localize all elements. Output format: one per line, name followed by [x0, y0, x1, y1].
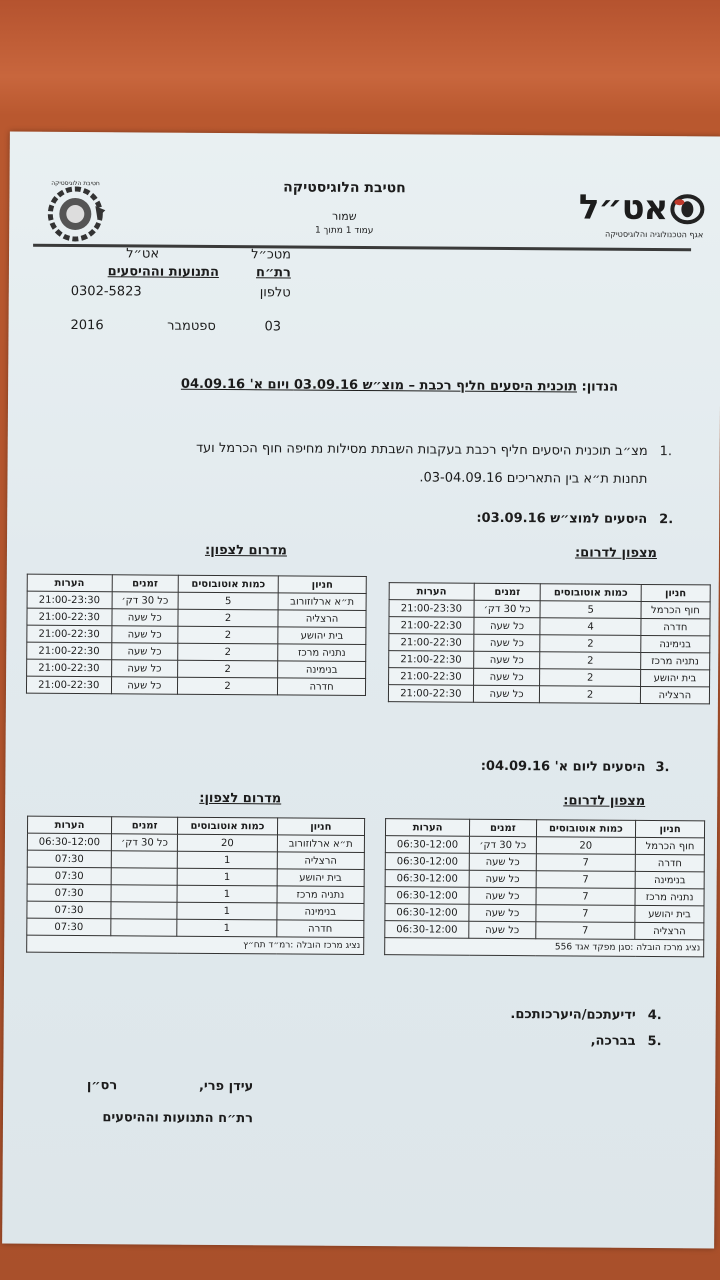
cell-station: חדרה — [278, 678, 366, 696]
cell-buses: 7 — [536, 871, 636, 889]
item1-number: 1. — [659, 444, 673, 460]
cell-notes: 21:00-22:30 — [27, 659, 112, 677]
cell-notes: 06:30-12:00 — [385, 836, 469, 854]
cell-station: חדרה — [276, 920, 363, 938]
signature-rank: רס״ן — [86, 1078, 118, 1094]
cell-times: כל שעה — [111, 660, 178, 677]
table-row — [26, 676, 365, 695]
classification-label: שמור — [332, 209, 357, 223]
cell-times — [111, 885, 177, 902]
table-note: נציג מרכז הובלה :סגן מפקד אגד 556 — [385, 938, 704, 957]
header-notes: הערות — [27, 816, 111, 834]
item4-number: 4. — [647, 1008, 662, 1024]
header-times: זמנים — [112, 817, 178, 834]
cell-station: בית יהושע — [278, 627, 366, 645]
sun-south-table — [384, 818, 705, 957]
cell-buses: 2 — [540, 652, 640, 670]
table-row — [385, 870, 704, 889]
cell-times — [111, 868, 177, 885]
table-row — [385, 887, 704, 906]
cell-notes: 21:00-22:30 — [389, 634, 474, 652]
cell-times: כל שעה — [111, 609, 178, 626]
cell-buses: 2 — [540, 686, 640, 704]
cell-station: בנימינה — [278, 661, 366, 679]
header-times: זמנים — [112, 575, 179, 592]
cell-notes: 06:30-12:00 — [385, 853, 469, 871]
cell-times: כל שעה — [474, 617, 541, 634]
cell-station: נתניה מרכז — [277, 886, 364, 904]
cell-buses: 4 — [540, 618, 640, 636]
cell-notes: 21:00-22:30 — [27, 642, 112, 660]
header-buses: כמות אוטובוסים — [536, 820, 636, 838]
cell-buses: 7 — [536, 888, 636, 906]
cell-buses: 1 — [177, 851, 277, 869]
cell-times: כל שעה — [473, 685, 540, 702]
sun-south-title: מצפון לדרום: — [563, 793, 646, 809]
from-label: מטכ״ל — [251, 247, 292, 263]
cell-times: כל שעה — [111, 643, 178, 660]
cell-notes: 21:00-22:30 — [27, 608, 112, 626]
cell-notes: 21:00-22:30 — [26, 676, 111, 694]
cell-station: חדרה — [635, 854, 704, 871]
cell-times: כל שעה — [473, 651, 540, 668]
sun-north-title: מדרום לצפון: — [199, 790, 282, 807]
cell-buses: 2 — [540, 669, 640, 687]
sat-south-title: מצפון לדרום: — [574, 545, 658, 562]
phone-label: טלפון — [259, 285, 291, 301]
logistics-division-emblem-icon — [39, 176, 112, 249]
subject-label: הנדון: — [581, 379, 619, 395]
header-buses: כמות אוטובוסים — [178, 817, 278, 835]
item5-number: 5. — [647, 1034, 662, 1050]
header-station: חניון — [277, 818, 364, 836]
cell-notes: 06:30-12:00 — [385, 921, 469, 939]
table-note-row — [27, 935, 364, 954]
cell-station: הרצליה — [635, 922, 704, 939]
cell-times: כל שעה — [473, 668, 540, 685]
cell-station: בנימינה — [635, 871, 704, 888]
date-year: 2016 — [70, 317, 104, 334]
date-day: 03 — [264, 319, 282, 335]
cell-times: כל שעה — [111, 677, 178, 694]
dept-value: התנועות וההיסעים — [107, 264, 219, 280]
cell-station: נתניה מרכז — [635, 888, 704, 905]
cell-notes: 21:00-22:30 — [389, 668, 474, 686]
cell-times: כל שעה — [469, 870, 535, 887]
svg-text:חטיבת הלוגיסטיקה: חטיבת הלוגיסטיקה — [51, 179, 100, 188]
sun-north-table — [26, 816, 365, 955]
cell-notes: 07:30 — [27, 901, 111, 919]
signature-name: עידן פרי, — [198, 1078, 254, 1095]
cell-buses: 20 — [536, 837, 636, 855]
header-buses: כמות אוטובוסים — [541, 584, 641, 602]
cell-buses: 5 — [178, 592, 278, 610]
cell-buses: 2 — [178, 609, 278, 627]
sat-north-title: מדרום לצפון: — [204, 542, 288, 559]
cell-station: ת״א ארלוזורוב — [278, 593, 366, 611]
header-notes: הערות — [385, 819, 469, 837]
table-row — [385, 853, 704, 872]
phone-value: 0302-5823 — [70, 283, 142, 300]
cell-notes: 21:00-22:30 — [389, 651, 474, 669]
cell-station: חדרה — [641, 618, 710, 635]
cell-buses: 1 — [177, 885, 277, 903]
atal-logo — [555, 187, 705, 248]
item1-line2: תחנות ת״א בין התאריכים 03-04.09.16. — [419, 470, 648, 487]
cell-station: חוף הכרמל — [641, 601, 710, 618]
cell-station: ת״א ארלוזורוב — [277, 835, 364, 853]
header-buses: כמות אוטובוסים — [178, 575, 278, 593]
cell-times: כל שעה — [469, 921, 535, 938]
cell-times — [111, 919, 177, 936]
cell-times: כל שעה — [469, 887, 535, 904]
cell-buses: 2 — [178, 677, 278, 695]
item5-text: בברכה, — [590, 1033, 636, 1049]
cell-buses: 1 — [177, 868, 277, 886]
table-note-row — [385, 938, 704, 957]
cell-times: כל 30 דק׳ — [470, 836, 536, 853]
table-note: נציג מרכז הובלה :רמ״ד תח״ץ — [27, 935, 364, 954]
cell-buses: 7 — [535, 905, 635, 923]
cell-notes: 07:30 — [27, 850, 111, 868]
header-times: זמנים — [470, 819, 536, 836]
atal-logo-subtitle: אגף הטכנולוגיה והלוגיסטיקה — [604, 229, 704, 240]
cell-notes: 06:30-12:00 — [385, 870, 469, 888]
header-station: חניון — [641, 584, 710, 601]
table-header-row — [385, 819, 704, 838]
header-notes: הערות — [389, 583, 474, 601]
item3-number: 3. — [655, 760, 670, 776]
cell-times — [111, 902, 177, 919]
subject-line — [138, 376, 618, 394]
cell-station: בית יהושע — [635, 905, 704, 922]
subject-text: תוכנית היסעים חליף רכבת – מוצ״ש 03.09.16 ויום א' 04.09.16 — [180, 376, 578, 395]
header-station: חניון — [278, 576, 366, 594]
table-row — [388, 685, 709, 704]
cell-times: כל שעה — [474, 634, 541, 651]
cell-buses: 1 — [177, 919, 277, 937]
cell-station: הרצליה — [277, 852, 364, 870]
item2-number: 2. — [659, 512, 674, 528]
item2-title: היסעים למוצ״ש 03.09.16: — [476, 510, 648, 527]
page-info: עמוד 1 מתוך 1 — [314, 225, 374, 237]
cell-station: הרצליה — [278, 610, 366, 628]
org-title: חטיבת הלוגיסטיקה — [283, 179, 406, 197]
table-row — [385, 836, 704, 855]
cell-times: כל 30 דק׳ — [474, 600, 541, 617]
cell-station: בית יהושע — [640, 669, 709, 686]
header-notes: הערות — [27, 574, 112, 592]
cell-buses: 2 — [540, 635, 640, 653]
cell-buses: 5 — [540, 601, 640, 619]
cell-notes: 21:00-22:30 — [27, 625, 112, 643]
cell-notes: 21:00-23:30 — [27, 591, 112, 609]
cell-buses: 2 — [178, 626, 278, 644]
cell-station: הרצליה — [640, 686, 709, 703]
from-value: אט״ל — [126, 246, 160, 262]
header-station: חניון — [636, 820, 705, 837]
sat-north-table — [26, 574, 367, 696]
cell-station: בנימינה — [641, 635, 710, 652]
cell-station: בנימינה — [277, 903, 364, 921]
cell-notes: 06:30-12:00 — [385, 887, 469, 905]
cell-buses: 20 — [178, 834, 278, 852]
item1-line1: מצ״ב תוכנית היסעים חליף רכבת בעקבות השבתת מסילות מחיפה חוף הכרמל ועד — [195, 440, 648, 459]
atal-logo-emblem-icon — [665, 192, 705, 226]
cell-buses: 2 — [178, 643, 278, 661]
header-times: זמנים — [474, 583, 541, 600]
cell-notes: 07:30 — [27, 918, 111, 936]
cell-buses: 1 — [177, 902, 277, 920]
cell-station: נתניה מרכז — [278, 644, 366, 662]
atal-logo-text: אט״ל — [578, 187, 668, 229]
cell-station: בית יהושע — [277, 869, 364, 887]
date-month: ספטמבר — [167, 318, 216, 334]
cell-times — [111, 851, 177, 868]
cell-notes: 21:00-22:30 — [388, 685, 473, 703]
cell-notes: 06:30-12:00 — [27, 833, 111, 851]
signature-title: רת״ח התנועות וההיסעים — [102, 1110, 254, 1127]
document-page — [2, 132, 720, 1249]
cell-notes: 21:00-22:30 — [389, 617, 474, 635]
cell-times: כל 30 דק׳ — [111, 834, 177, 851]
cell-buses: 2 — [178, 660, 278, 678]
cell-notes: 07:30 — [27, 867, 111, 885]
cell-notes: 21:00-23:30 — [389, 600, 474, 618]
cell-station: חוף הכרמל — [636, 837, 705, 854]
cell-times: כל שעה — [469, 904, 535, 921]
item4-text: ידיעתכם/היערכותכם. — [510, 1007, 636, 1023]
cell-buses: 7 — [536, 854, 636, 872]
cell-station: נתניה מרכז — [640, 652, 709, 669]
item3-title: היסעים ליום א' 04.09.16: — [480, 758, 646, 775]
cell-times: כל שעה — [111, 626, 178, 643]
cell-notes: 06:30-12:00 — [385, 904, 469, 922]
dept-label: רת״ח — [255, 265, 291, 281]
cell-notes: 07:30 — [27, 884, 111, 902]
cell-times: כל 30 דק׳ — [112, 592, 179, 609]
cell-times: כל שעה — [469, 853, 535, 870]
sat-south-table — [388, 582, 711, 704]
cell-buses: 7 — [535, 922, 635, 940]
